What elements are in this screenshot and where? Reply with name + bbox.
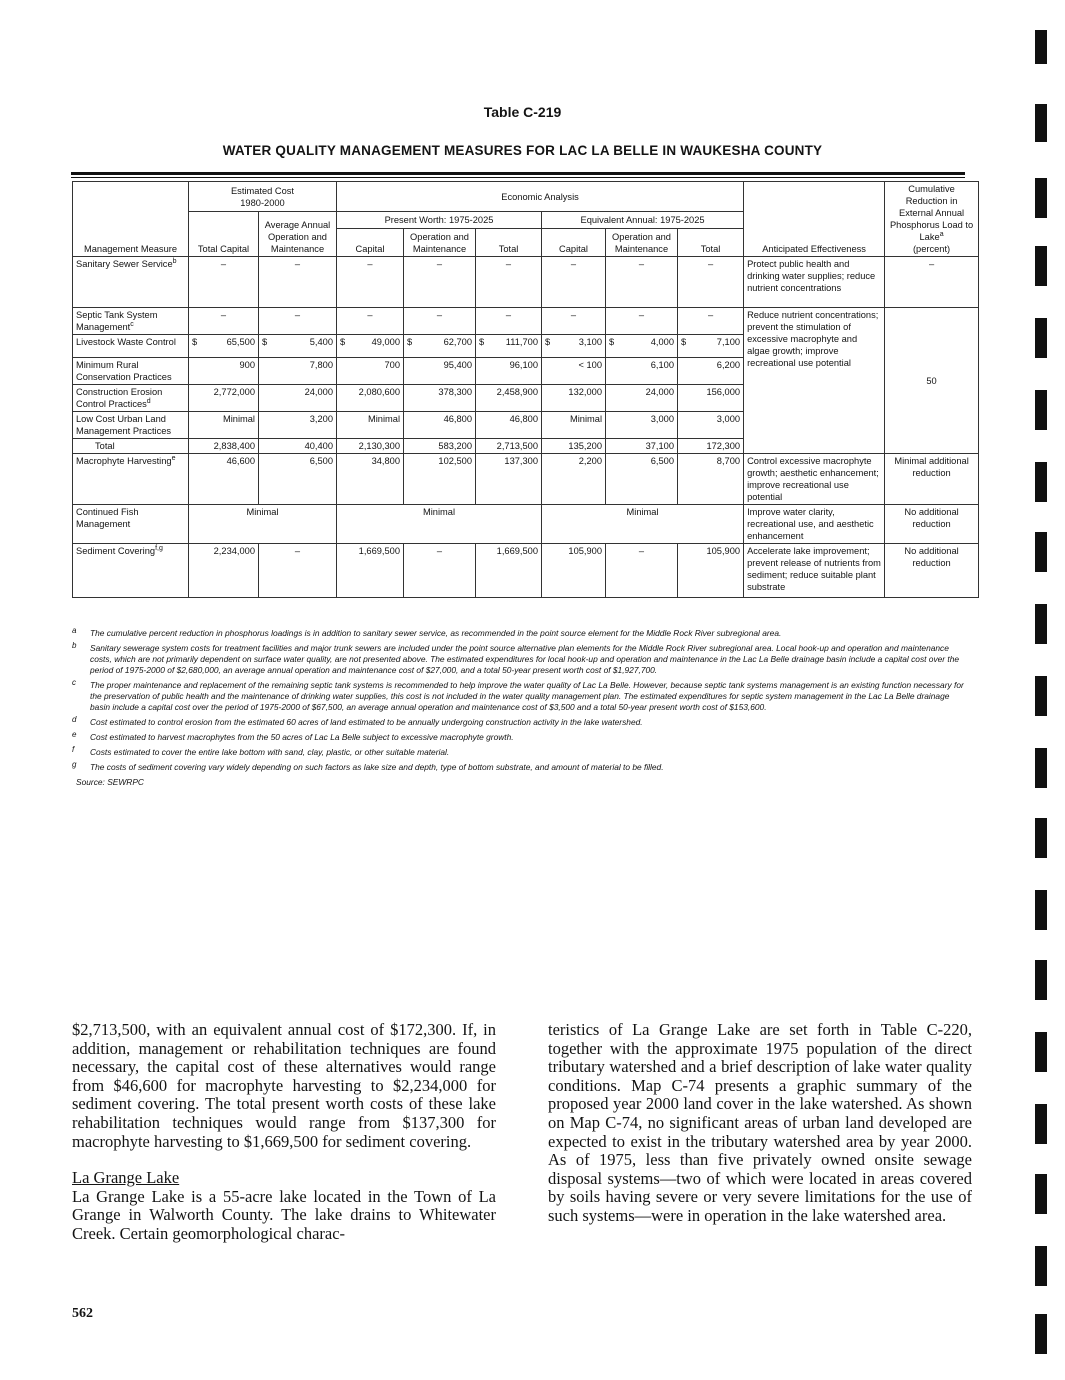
cell: – <box>678 308 744 335</box>
edge-mark <box>1035 676 1047 716</box>
effectiveness: Improve water clarity, recreational use, and aesthetic enhancement <box>744 505 885 544</box>
footnote-mark: c <box>72 678 76 687</box>
footnote-mark: a <box>72 626 77 635</box>
cell: – <box>259 308 337 335</box>
body-paragraph: $2,713,500, with an equivalent annual cost of $172,300. If, in addition, management or rehabilitation techniques are found necessary, the capital cost of these alternatives would range from $46,600 for macrophyte harvesting to $2,234,000 for sediment covering. The total present worth costs of these lake rehabilitation techniques would range from $137,300 for macrophyte harvesting to $1,669,500 for sediment covering. <box>72 1020 496 1151</box>
effectiveness: Control excessive macrophyte growth; aesthetic enhancement; improve recreational use potential <box>744 454 885 505</box>
cell: – <box>259 544 337 598</box>
cell: – <box>337 308 404 335</box>
cell: Minimal <box>542 412 606 439</box>
cell: 2,080,600 <box>337 385 404 412</box>
cell: 156,000 <box>678 385 744 412</box>
cell: – <box>678 257 744 308</box>
cell: – <box>189 308 259 335</box>
footnote <box>72 680 967 713</box>
header-pw-om: Operation and Maintenance <box>404 229 476 257</box>
section-heading: La Grange Lake <box>72 1168 180 1188</box>
table-row <box>73 505 979 544</box>
table-row <box>73 544 979 598</box>
cell: 583,200 <box>404 439 476 454</box>
row-label: Minimum Rural Conservation Practices <box>73 358 189 385</box>
table-title: WATER QUALITY MANAGEMENT MEASURES FOR LAC LA BELLE IN WAUKESHA COUNTY <box>222 143 823 158</box>
header-cumulative-reduction: Cumulative Reduction in External Annual Phosphorus Load to Lake$^a$ (percent) <box>885 182 979 257</box>
cell: 900 <box>189 358 259 385</box>
cell: $ 65,500 <box>189 335 259 358</box>
footnote <box>72 762 967 773</box>
reduction: – <box>885 257 979 308</box>
cell: Minimal <box>189 412 259 439</box>
footnote-text: Cost estimated to control erosion from the estimated 60 acres of land estimated to be annually undergoing construction activity in the lake watershed. <box>90 717 643 727</box>
cell: 132,000 <box>542 385 606 412</box>
cell: 46,800 <box>476 412 542 439</box>
cell: $ 7,100 <box>678 335 744 358</box>
cell: 46,800 <box>404 412 476 439</box>
cell: 6,100 <box>606 358 678 385</box>
row-label: Continued Fish Management <box>73 505 189 544</box>
footnote-mark: e <box>72 730 77 739</box>
reduction: 50 <box>885 308 979 454</box>
footnote-text: Costs estimated to cover the entire lake bottom with sand, clay, plastic, or other suitable material. <box>90 747 450 757</box>
cell: 2,772,000 <box>189 385 259 412</box>
cell: 3,000 <box>606 412 678 439</box>
cell: 96,100 <box>476 358 542 385</box>
reduction: Minimal additional reduction <box>885 454 979 505</box>
edge-mark <box>1035 178 1047 218</box>
header-pw-total: Total <box>476 229 542 257</box>
cell: 8,700 <box>678 454 744 505</box>
page-number: 562 <box>72 1306 93 1321</box>
footnote-text: Sanitary sewerage system costs for treatment facilities and major trunk sewers are included under the point source alternative plan elements for the Middle Rock River subregional area. Local hook-up and operation and maintenance costs, which are not primarily dependent on surface water quality, are not presented above. The estimated expenditures for local hook-up and operation and maintenance in the Lac La Belle drainage basin include a capital cost over the period of 1975-2000 of $2,680,000, an average annual operation and maintenance cost of $27,000, and a total 50-year present worth cost of $1,927,700. <box>90 643 960 675</box>
cell: 24,000 <box>259 385 337 412</box>
edge-mark <box>1035 462 1047 502</box>
footnote-text: The proper maintenance and replacement of the remaining septic tank systems is recommended to help improve the water quality of Lac La Belle. However, because septic tank systems management is an existing function necessary for the preservation of public health and the maintenance of drinking water supplies, this cost is not included in the water quality management plan. The estimated expenditures for septic system management in the Lac La Belle drainage basin include a capital cost over the period of 1975-2000 of $67,500, an average annual operation and maintenance cost of $3,500 and a total 50-year present worth cost of $153,600. <box>90 680 964 712</box>
cell: – <box>542 308 606 335</box>
cell: 102,500 <box>404 454 476 505</box>
cell: – <box>404 308 476 335</box>
footnote-mark: d <box>72 715 77 724</box>
cell: 6,500 <box>259 454 337 505</box>
footnote <box>72 643 967 676</box>
header-average-annual-om: Average Annual Operation and Maintenance <box>259 212 337 257</box>
cell: – <box>189 257 259 308</box>
footnote <box>72 732 967 743</box>
row-label: Construction Erosion Control Practices$^d$ <box>73 385 189 412</box>
edge-mark <box>1035 1174 1047 1214</box>
header-estimated-cost: Estimated Cost 1980-2000 <box>189 182 337 212</box>
cell: 7,800 <box>259 358 337 385</box>
edge-mark <box>1035 1246 1047 1286</box>
cell: 40,400 <box>259 439 337 454</box>
footnote-mark: b <box>72 641 77 650</box>
cell: 95,400 <box>404 358 476 385</box>
edge-mark <box>1035 890 1047 930</box>
cell: 105,900 <box>542 544 606 598</box>
cell: – <box>476 308 542 335</box>
table-row <box>73 257 979 308</box>
row-label: Livestock Waste Control <box>73 335 189 358</box>
cell: 135,200 <box>542 439 606 454</box>
edge-mark <box>1035 960 1047 1000</box>
cell: – <box>606 308 678 335</box>
cell: 2,200 <box>542 454 606 505</box>
cell: – <box>404 544 476 598</box>
right-column <box>548 1021 972 1226</box>
footnote <box>72 747 967 758</box>
cell: $ 62,700 <box>404 335 476 358</box>
cell: 24,000 <box>606 385 678 412</box>
cell: $ 4,000 <box>606 335 678 358</box>
footnotes <box>72 628 967 788</box>
row-label: Sediment Covering$^{f,g}$ <box>73 544 189 598</box>
cell: $ 49,000 <box>337 335 404 358</box>
cell: 2,713,500 <box>476 439 542 454</box>
cell: 378,300 <box>404 385 476 412</box>
header-ea-total: Total <box>678 229 744 257</box>
cell: Minimal <box>542 505 744 544</box>
header-present-worth: Present Worth: 1975-2025 <box>337 212 542 229</box>
header-anticipated-effectiveness: Anticipated Effectiveness <box>744 182 885 257</box>
cell: – <box>606 544 678 598</box>
body-paragraph: teristics of La Grange Lake are set forth in Table C-220, together with the approximate 1975 population of the direct tributary watershed and a brief description of lake water quality conditions. Map C-74 presents a graphic summary of the proposed year 2000 land cover in the lake watershed. As shown on Map C-74, no significant areas of urban land developed are expected to exist in the tributary watershed area by year 2000. As of 1975, less than five privately owned onsite sewage disposal systems—two of which were located in areas covered by soils having severe or very severe limitations for the use of such systems—were in operation in the lake watershed area. <box>548 1020 972 1225</box>
edge-mark <box>1035 246 1047 286</box>
table-top-rule <box>71 172 965 175</box>
edge-mark <box>1035 532 1047 572</box>
header-ea-om: Operation and Maintenance <box>606 229 678 257</box>
cell: $ 111,700 <box>476 335 542 358</box>
cell: 6,200 <box>678 358 744 385</box>
cell: 3,000 <box>678 412 744 439</box>
footnote <box>72 717 967 728</box>
cell: 2,838,400 <box>189 439 259 454</box>
header-management-measure: Management Measure <box>73 182 189 257</box>
cell: 37,100 <box>606 439 678 454</box>
cell: Minimal <box>337 412 404 439</box>
edge-mark <box>1035 748 1047 788</box>
row-label: Low Cost Urban Land Management Practices <box>73 412 189 439</box>
edge-mark <box>1035 390 1047 430</box>
cell: 6,500 <box>606 454 678 505</box>
row-label: Sanitary Sewer Service$^b$ <box>73 257 189 308</box>
footnote-text: The costs of sediment covering vary widely depending on such factors as lake size and depth, type of bottom substrate, and amount of material to be filled. <box>90 762 664 772</box>
cell: Minimal <box>189 505 337 544</box>
reduction: No additional reduction <box>885 505 979 544</box>
header-total-capital: Total Capital <box>189 212 259 257</box>
cell: 46,600 <box>189 454 259 505</box>
left-column <box>72 1021 496 1244</box>
edge-mark <box>1035 1104 1047 1144</box>
cell: – <box>542 257 606 308</box>
source-line: Source: SEWRPC <box>76 777 144 787</box>
table-row <box>73 454 979 505</box>
cell: – <box>606 257 678 308</box>
cell: 105,900 <box>678 544 744 598</box>
cell: 1,669,500 <box>337 544 404 598</box>
header-ea-capital: Capital <box>542 229 606 257</box>
table-number: Table C-219 <box>483 104 562 120</box>
edge-mark <box>1035 30 1047 64</box>
cell: 2,130,300 <box>337 439 404 454</box>
cell: 172,300 <box>678 439 744 454</box>
measures-table <box>72 181 979 598</box>
edge-mark <box>1035 604 1047 644</box>
row-label: Macrophyte Harvesting$^e$ <box>73 454 189 505</box>
cell: – <box>259 257 337 308</box>
cell: $ 5,400 <box>259 335 337 358</box>
edge-mark <box>1035 1314 1047 1354</box>
row-label: Total <box>73 439 189 454</box>
cell: 3,200 <box>259 412 337 439</box>
cell: < 100 <box>542 358 606 385</box>
table-row <box>73 308 979 335</box>
edge-mark <box>1035 318 1047 358</box>
table-top-rule-thin <box>71 177 965 178</box>
row-label: Septic Tank System Management$^c$ <box>73 308 189 335</box>
header-economic-analysis: Economic Analysis <box>337 182 744 212</box>
cell: 2,234,000 <box>189 544 259 598</box>
footnote-mark: f <box>72 745 75 754</box>
footnote-text: The cumulative percent reduction in phosphorus loadings is in addition to sanitary sewer service, as recommended in the point source element for the Middle Rock River subregional area. <box>90 628 782 638</box>
cell: Minimal <box>337 505 542 544</box>
cell: 137,300 <box>476 454 542 505</box>
header-equivalent-annual: Equivalent Annual: 1975-2025 <box>542 212 744 229</box>
cell: – <box>337 257 404 308</box>
footnote-mark: g <box>72 760 77 769</box>
effectiveness: Protect public health and drinking water supplies; reduce nutrient concentrations <box>744 257 885 308</box>
cell: 700 <box>337 358 404 385</box>
footnote-text: Cost estimated to harvest macrophytes from the 50 acres of Lac La Belle subject to excessive macrophyte growth. <box>90 732 514 742</box>
cell: – <box>476 257 542 308</box>
cell: 34,800 <box>337 454 404 505</box>
cell: – <box>404 257 476 308</box>
cell: 2,458,900 <box>476 385 542 412</box>
edge-mark <box>1035 1032 1047 1072</box>
header-pw-capital: Capital <box>337 229 404 257</box>
cell: 1,669,500 <box>476 544 542 598</box>
body-paragraph: La Grange Lake is a 55-acre lake located in the Town of La Grange in Walworth County. The lake drains to Whitewater Creek. Certain geomorphological charac- <box>72 1186 496 1243</box>
footnote <box>72 628 967 639</box>
effectiveness: Reduce nutrient concentrations; prevent the stimulation of excessive macrophyte and algae growth; improve recreational use potential <box>744 308 885 454</box>
edge-mark <box>1035 818 1047 858</box>
cell: $ 3,100 <box>542 335 606 358</box>
reduction: No additional reduction <box>885 544 979 598</box>
effectiveness: Accelerate lake improvement; prevent release of nutrients from sediment; reduce suitable plant substrate <box>744 544 885 598</box>
